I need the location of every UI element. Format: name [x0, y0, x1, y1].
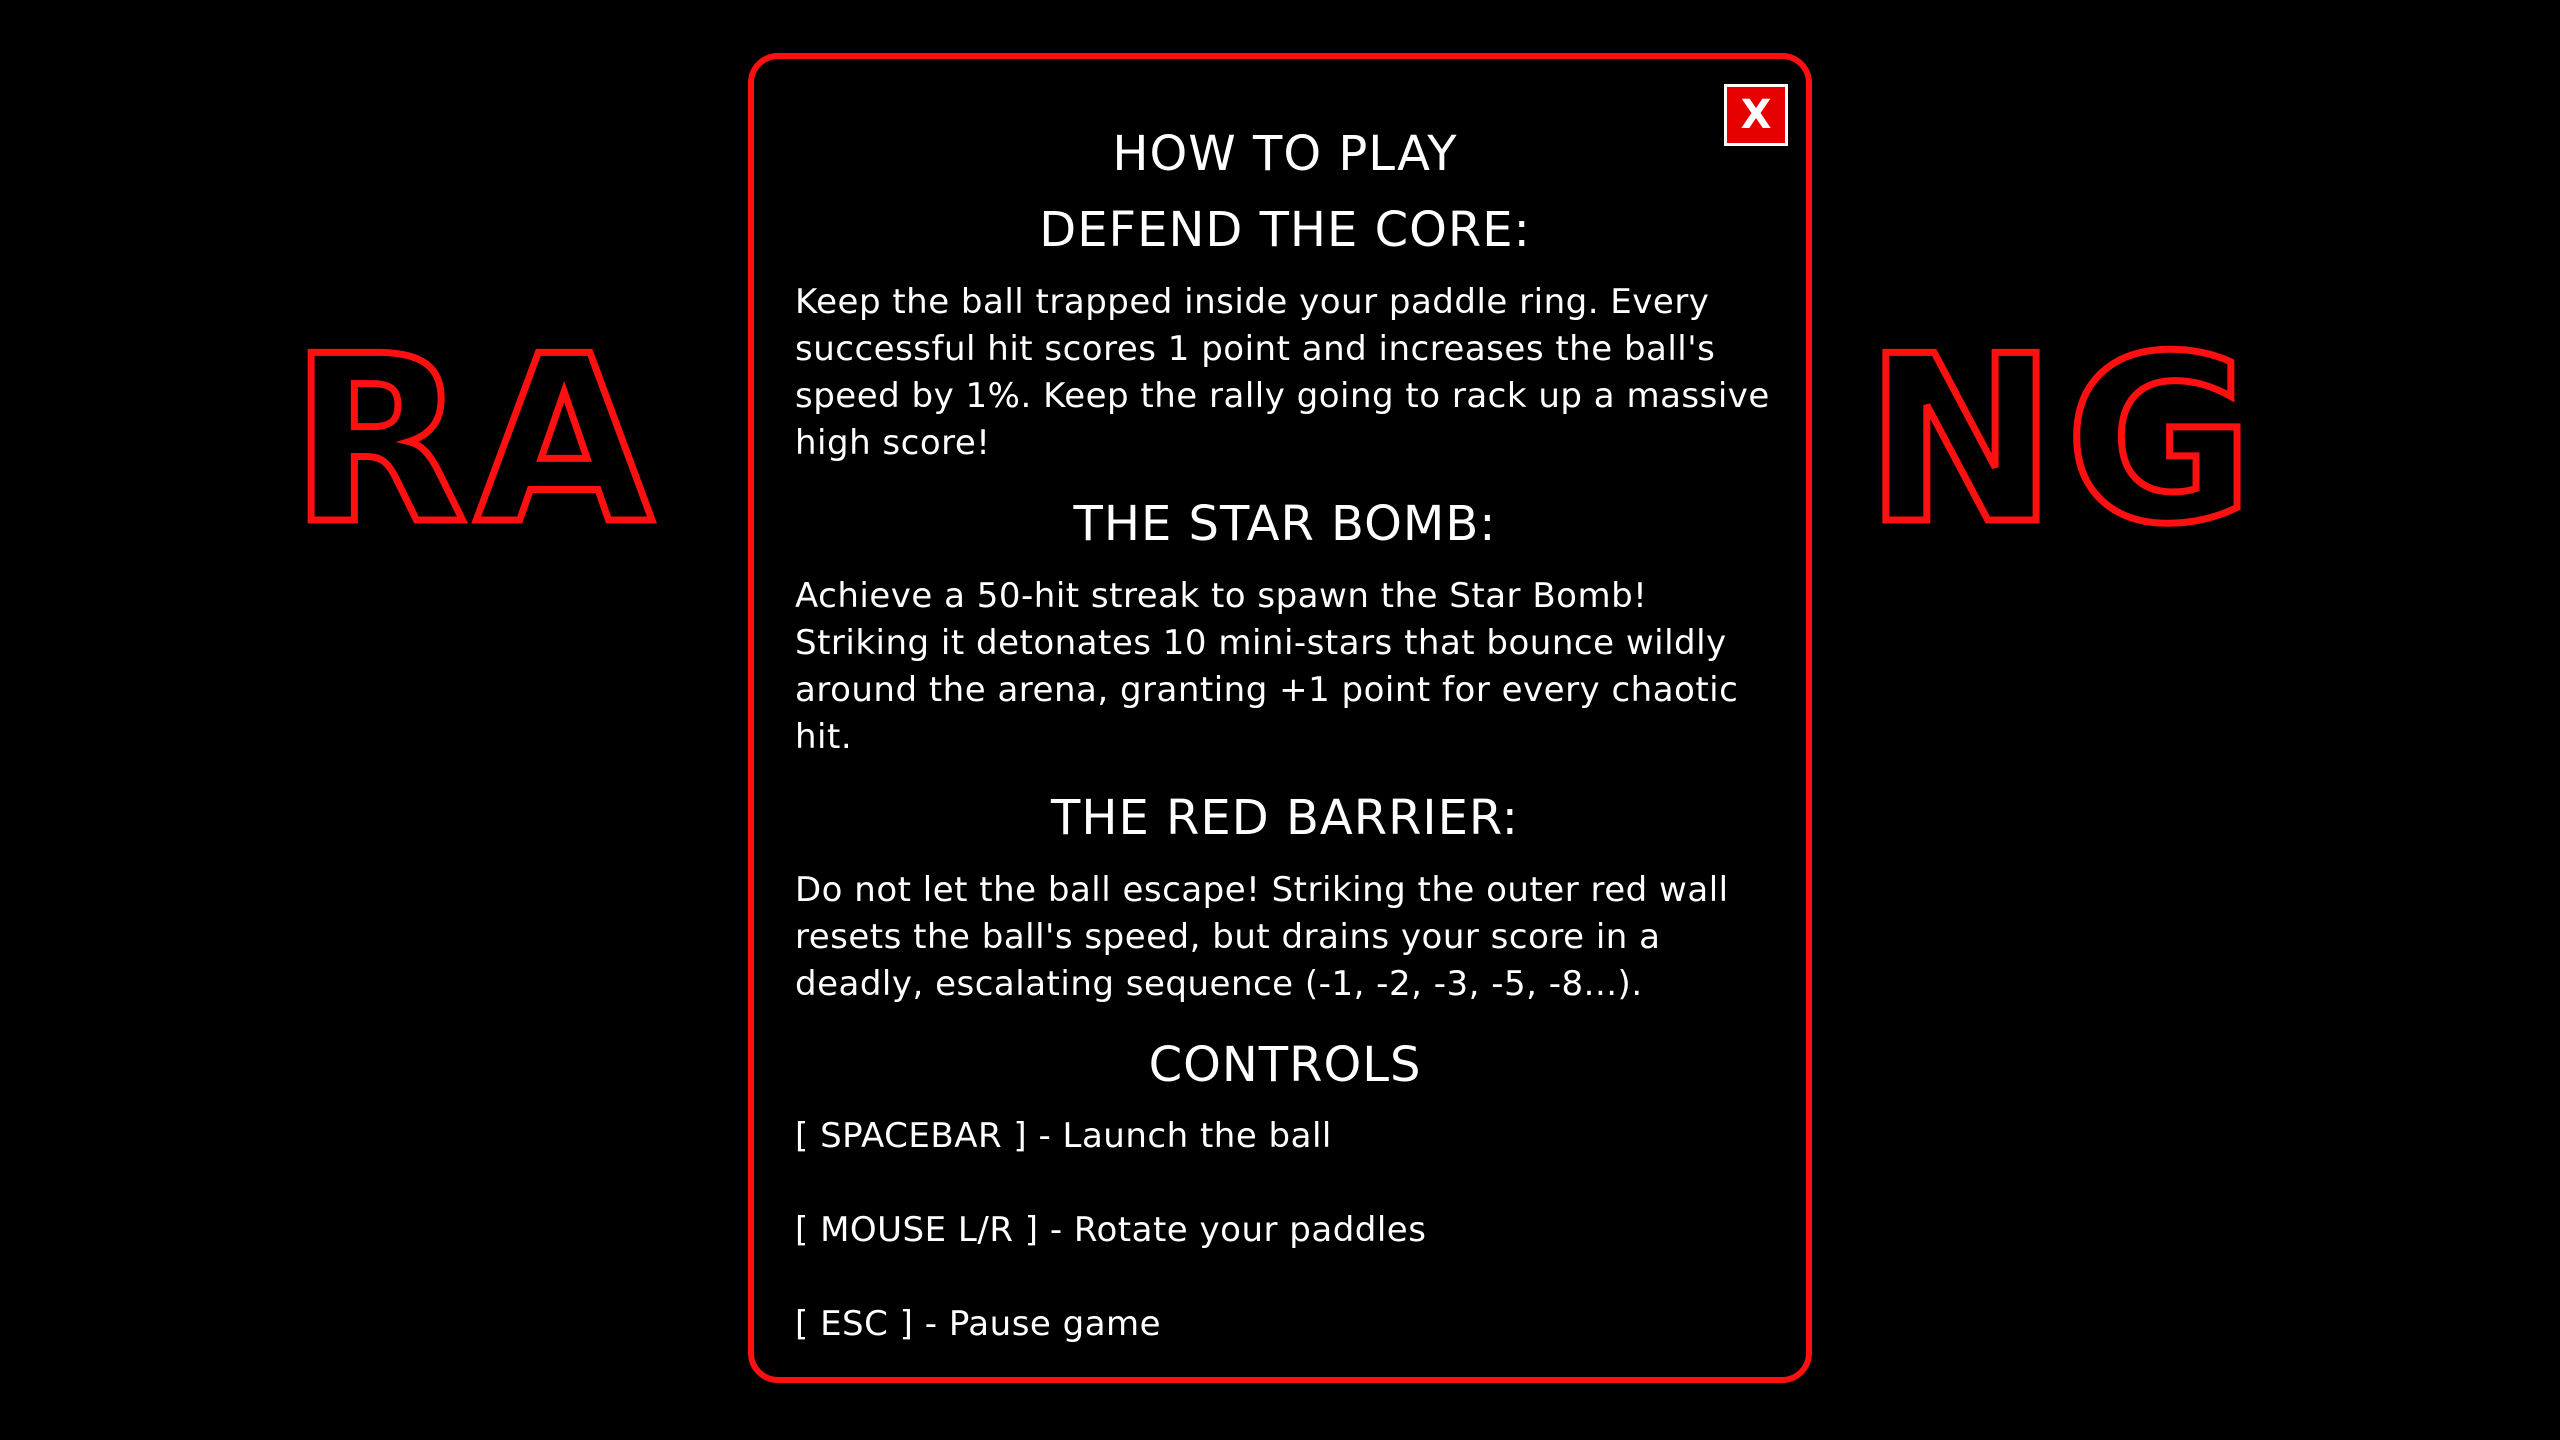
controls-heading: CONTROLS: [1148, 1037, 1422, 1093]
background-title-right: NG: [1864, 320, 2262, 560]
modal-title: HOW TO PLAY: [1112, 126, 1458, 182]
control-item-mouse: [ MOUSE L/R ] - Rotate your paddles: [795, 1210, 1427, 1250]
section-heading-defend-core: DEFEND THE CORE:: [1039, 202, 1531, 258]
section-body-red-barrier: Do not let the ball escape! Striking the outer red wall resets the ball's speed, but drains your score in a deadly, escalating sequence (-1, -2, -3, -5, -8...).: [795, 870, 1729, 1004]
section-heading-star-bomb: THE STAR BOMB:: [1073, 496, 1497, 552]
section-body-star-bomb: Achieve a 50-hit streak to spawn the Star Bomb! Striking it detonates 10 mini-stars that bounce wildly around the arena, granting +1 point for every chaotic hit.: [795, 576, 1739, 757]
control-item-spacebar: [ SPACEBAR ] - Launch the ball: [795, 1116, 1332, 1156]
section-body-defend-core: Keep the ball trapped inside your paddle ring. Every successful hit scores 1 point and increases the ball's speed by 1%. Keep the rally going to rack up a massive high score!: [795, 282, 1770, 463]
how-to-play-modal: [748, 53, 1812, 1383]
controls-list: [795, 1112, 1775, 1348]
section-heading-red-barrier: THE RED BARRIER:: [1051, 790, 1519, 846]
close-button[interactable]: X: [1724, 84, 1788, 146]
background-title-left: RA: [290, 320, 662, 560]
control-item-esc: [ ESC ] - Pause game: [795, 1304, 1162, 1344]
modal-content: [795, 119, 1775, 1383]
